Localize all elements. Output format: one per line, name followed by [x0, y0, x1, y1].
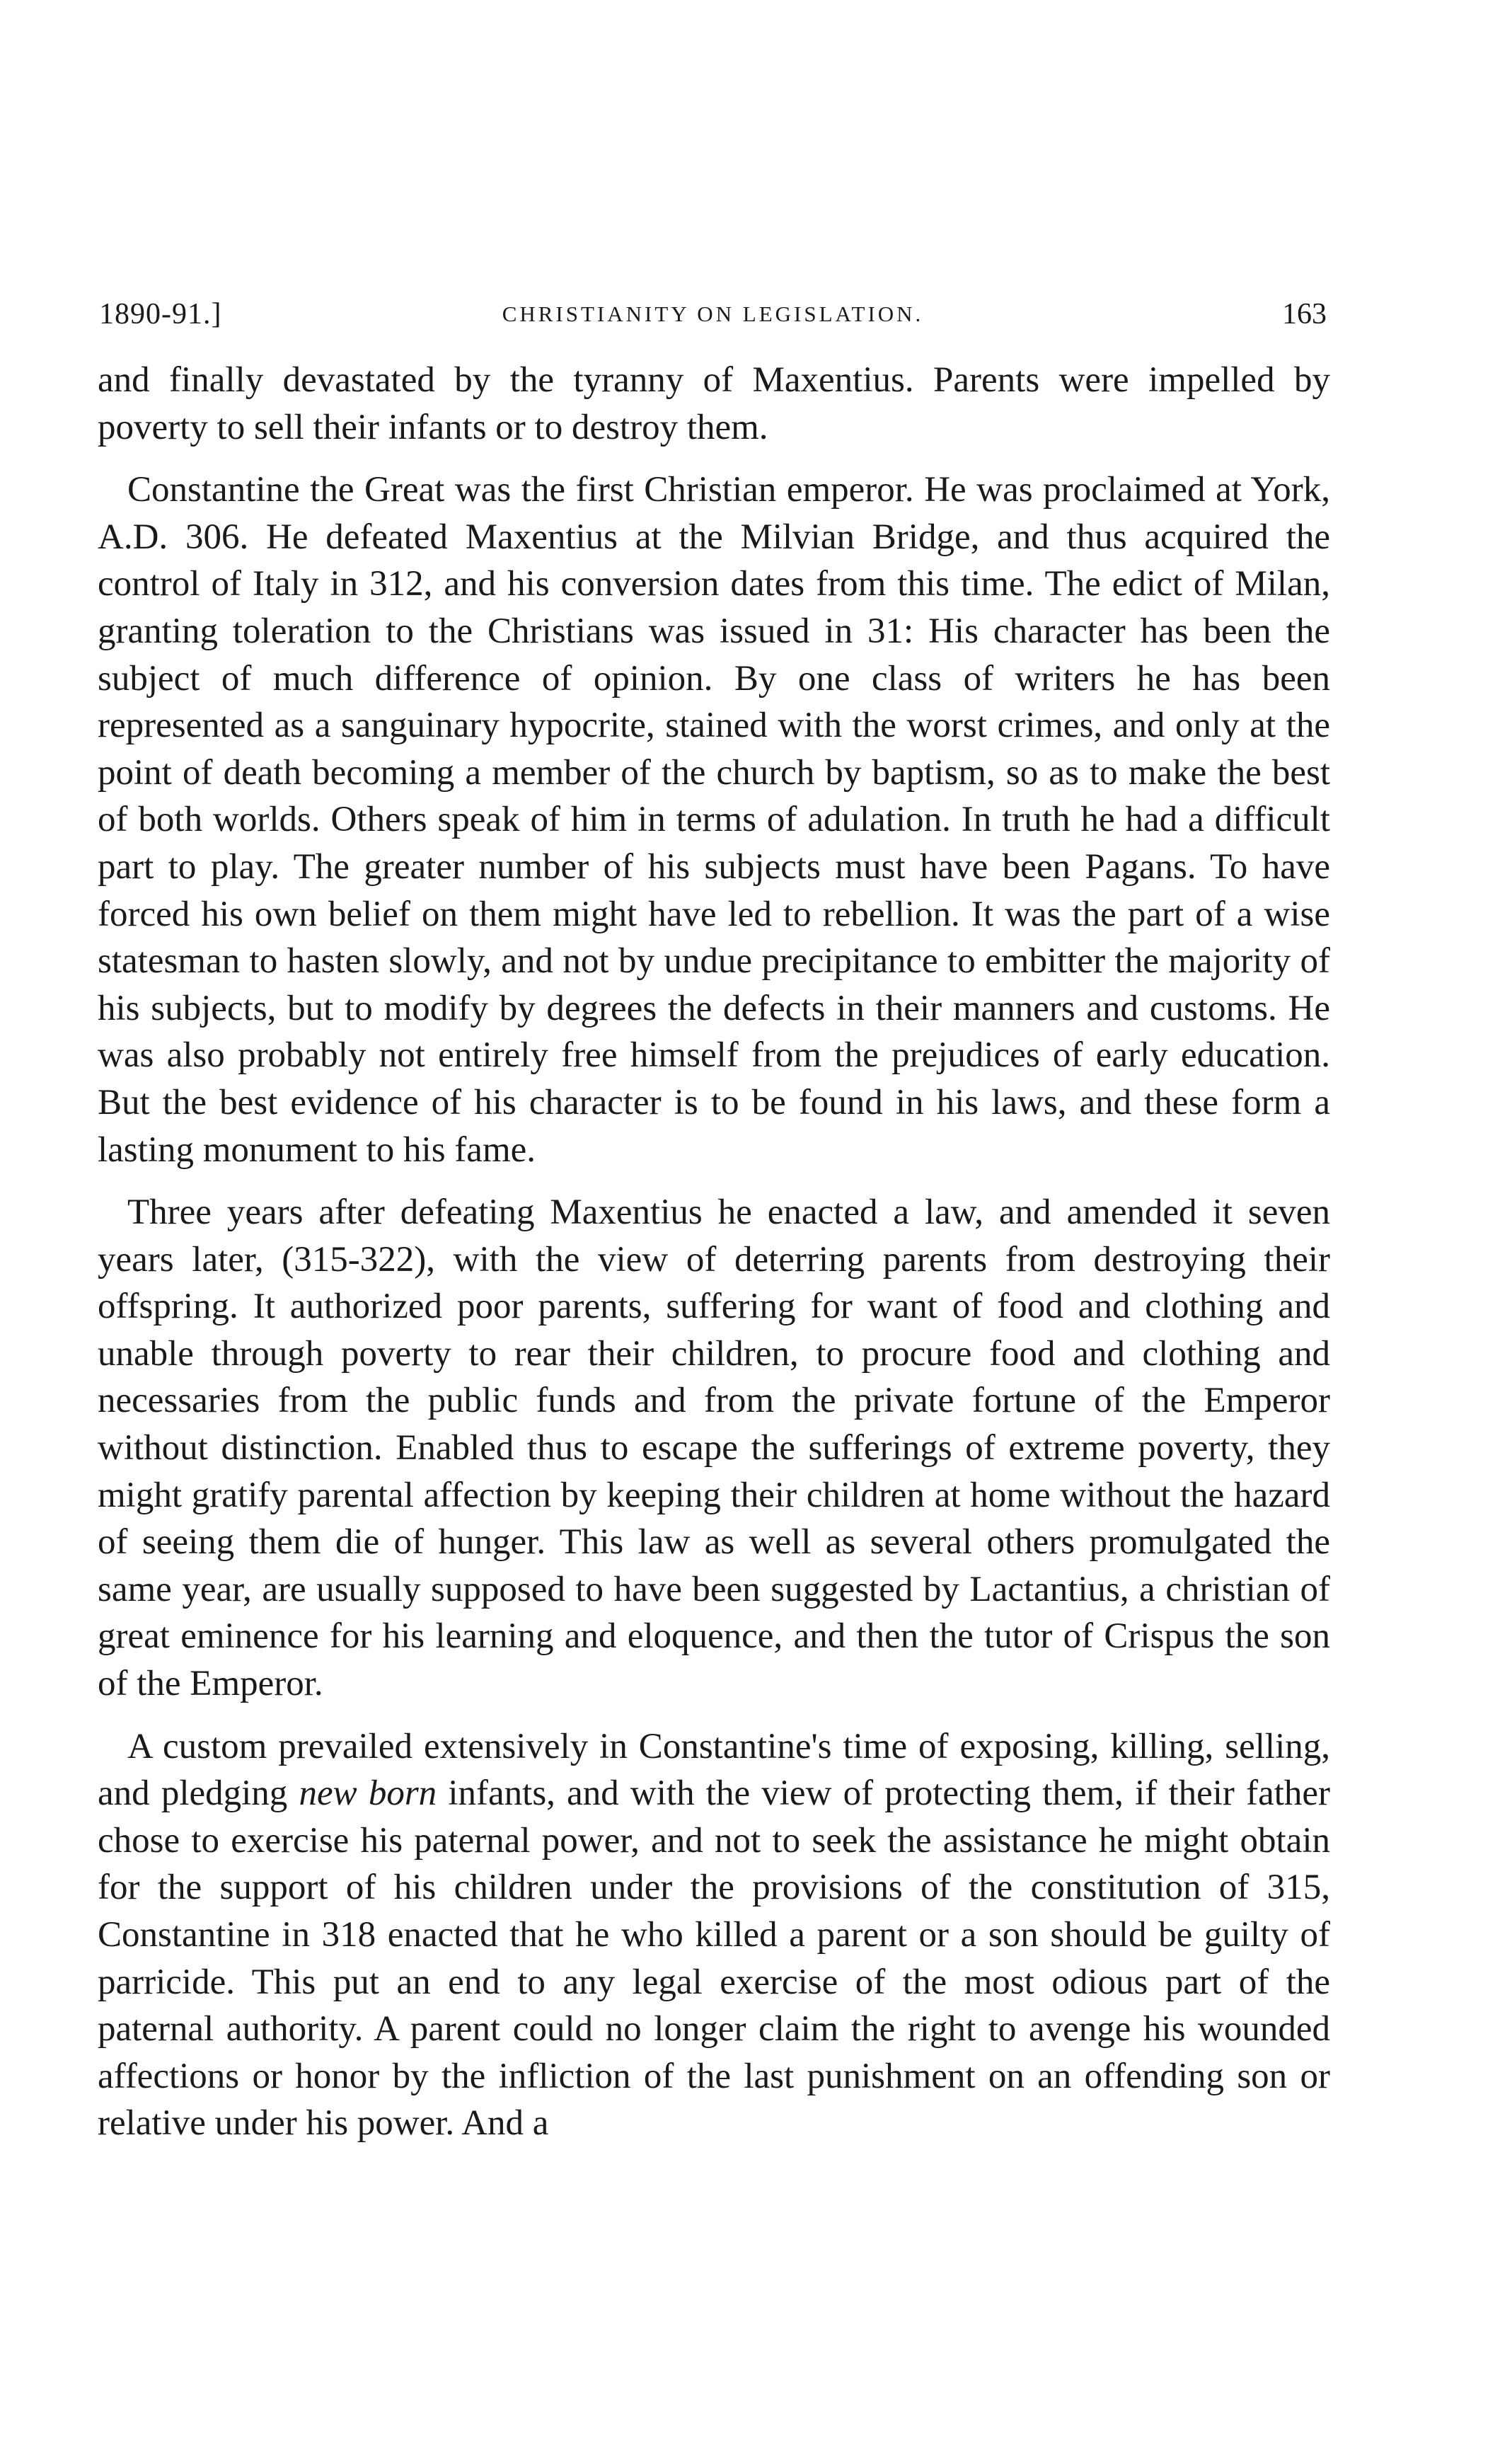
paragraph-4-text-after: infants, and with the view of protecting them, if their father chose to exercise his paternal power, and not to seek the assistance he might obtain for the support of his children under the provisions of the constitution of 315, Constantine in 318 enacted that he who killed a parent or a son should be guilty of parricide. This put an end to any legal exercise of the most odious part of the paternal authority. A parent could no longer claim the right to avenge his wounded affections or honor by the infliction of the last punishment on an offending son or relative under his power. And a: [98, 1773, 1330, 2144]
paragraph-2: Constantine the Great was the first Christian emperor. He was proclaimed at York, A.D. 306. He defeated Maxentius at the Milvian Bridge, and thus acquired the control of Italy in 312, and his conversion dates from this time. The edict of Milan, granting toleration to the Christians was issued in 31: His character has been the subject of much difference of opinion. By one class of writers he has been represented as a sanguinary hypocrite, stained with the worst crimes, and only at the point of death becoming a member of the church by baptism, so as to make the best of both worlds. Others speak of him in terms of adulation. In truth he had a difficult part to play. The greater number of his subjects must have been Pagans. To have forced his own belief on them might have led to rebellion. It was the part of a wise statesman to hasten slowly, and not by undue precipitance to embitter the majority of his subjects, but to modify by degrees the defects in their manners and customs. He was also probably not entirely free himself from the prejudices of early education. But the best evidence of his character is to be found in his laws, and these form a lasting monument to his fame.: [98, 470, 1330, 1170]
page-number: 163: [1282, 298, 1327, 330]
paragraph-4: [98, 1723, 1330, 2147]
paragraph-1: and finally devastated by the tyranny of Maxentius. Parents were impelled by poverty to sell their infants or to destroy them.: [98, 360, 1330, 447]
paragraph-3: Three years after defeating Maxentius he enacted a law, and amended it seven years later, (315-322), with the view of deterring parents from destroying their offspring. It authorized poor parents, suffering for want of food and clothing and unable through poverty to rear their children, to procure food and clothing and necessaries from the public funds and from the private fortune of the Emperor without distinction. Enabled thus to escape the sufferings of extreme poverty, they might gratify parental affection by keeping their children at home without the hazard of seeing them die of hunger. This law as well as several others promulgated the same year, are usually supposed to have been suggested by Lactantius, a christian of great eminence for his learning and eloquence, and then the tutor of Crispus the son of the Emperor.: [98, 1192, 1330, 1704]
body-text: [98, 357, 1330, 2147]
running-header: [99, 297, 1327, 340]
paragraph-4-text-before: A custom prevailed extensively in Constantine's time of exposing, killing, selling, and pledging: [98, 1726, 1330, 1814]
volume-label: 1890-91.]: [99, 298, 222, 330]
running-title: CHRISTIANITY ON LEGISLATION.: [502, 301, 924, 326]
paragraph-4-italic-text: new born: [299, 1773, 437, 1814]
